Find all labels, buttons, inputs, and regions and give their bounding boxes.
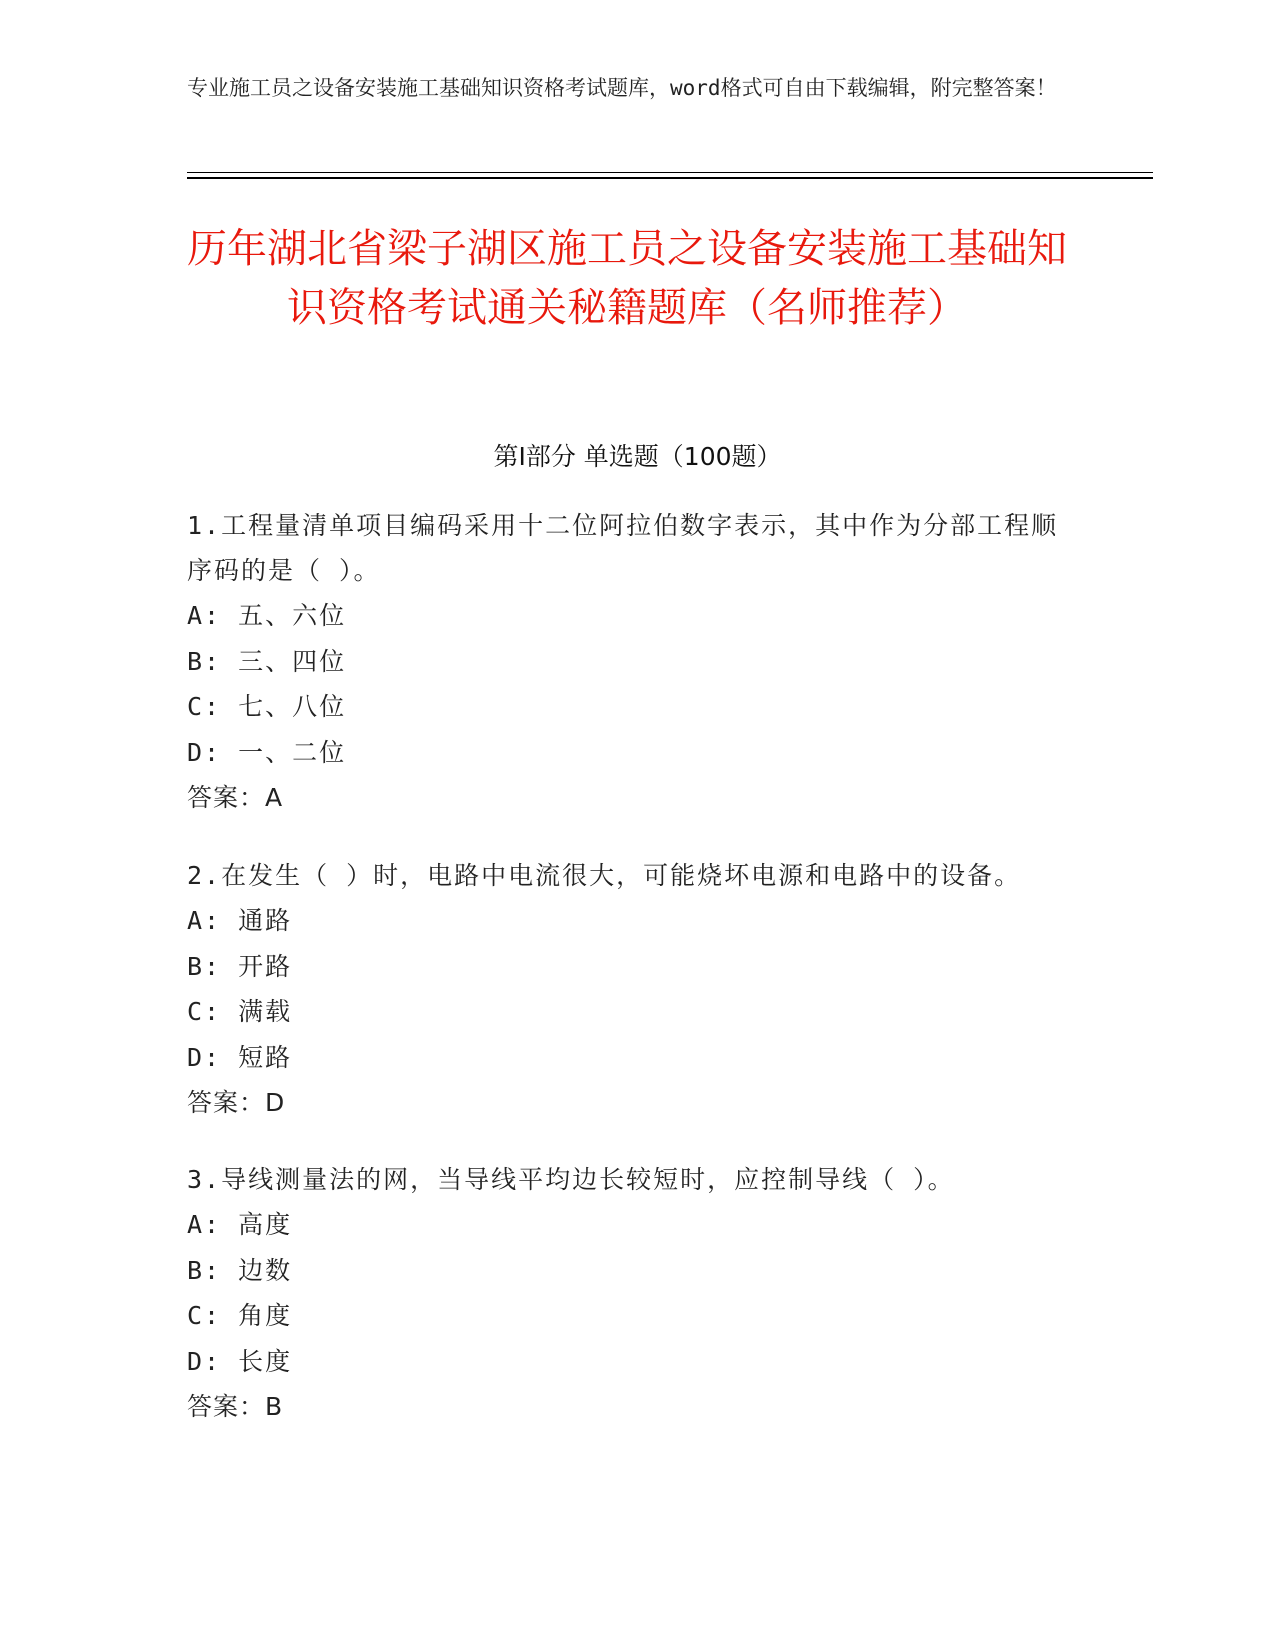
answer-line [187, 1384, 1067, 1430]
answer-value: B [265, 1392, 284, 1421]
option-a: A: 五、六位 [187, 601, 347, 630]
option-c: C: 满载 [187, 997, 293, 1026]
option-b: B: 开路 [187, 951, 293, 981]
option-c: C: 角度 [187, 1301, 293, 1330]
question-stem: 2.在发生（ ）时，电路中电流很大，可能烧坏电源和电路中的设备。 [187, 861, 1022, 890]
header-note: 专业施工员之设备安装施工基础知识资格考试题库，word格式可自由下载编辑，附完整答案！ [187, 76, 1057, 100]
header-rule-thick [187, 177, 1153, 179]
question-stem: 3.导线测量法的网，当导线平均边长较短时，应控制导线（ ）。 [187, 1165, 955, 1194]
option-b: B: 边数 [187, 1255, 293, 1285]
question-2 [187, 853, 1067, 1126]
question-stem: 1.工程量清单项目编码采用十二位阿拉伯数字表示，其中作为分部工程顺序码的是（ ）。 [187, 511, 1059, 585]
answer-line [187, 1080, 1067, 1126]
option-d: D: 长度 [187, 1346, 293, 1376]
answer-line [187, 775, 1067, 821]
option-c: C: 七、八位 [187, 692, 347, 721]
answer-label: 答案： [187, 1088, 266, 1117]
option-d: D: 一、二位 [187, 737, 347, 767]
answer-value: D [265, 1088, 286, 1117]
section-heading: 第Ⅰ部分 单选题（100题） [493, 442, 782, 471]
answer-label: 答案： [187, 1392, 266, 1421]
question-1 [187, 503, 1067, 821]
question-3 [187, 1157, 1067, 1430]
option-b: B: 三、四位 [187, 646, 347, 676]
document-title: 历年湖北省梁子湖区施工员之设备安装施工基础知识资格考试通关秘籍题库（名师推荐） [187, 226, 1067, 331]
option-d: D: 短路 [187, 1042, 293, 1072]
option-a: A: 通路 [187, 906, 293, 935]
header-rule-thin [187, 172, 1153, 173]
option-a: A: 高度 [187, 1210, 293, 1239]
answer-value: A [265, 783, 284, 812]
answer-label: 答案： [187, 783, 266, 812]
